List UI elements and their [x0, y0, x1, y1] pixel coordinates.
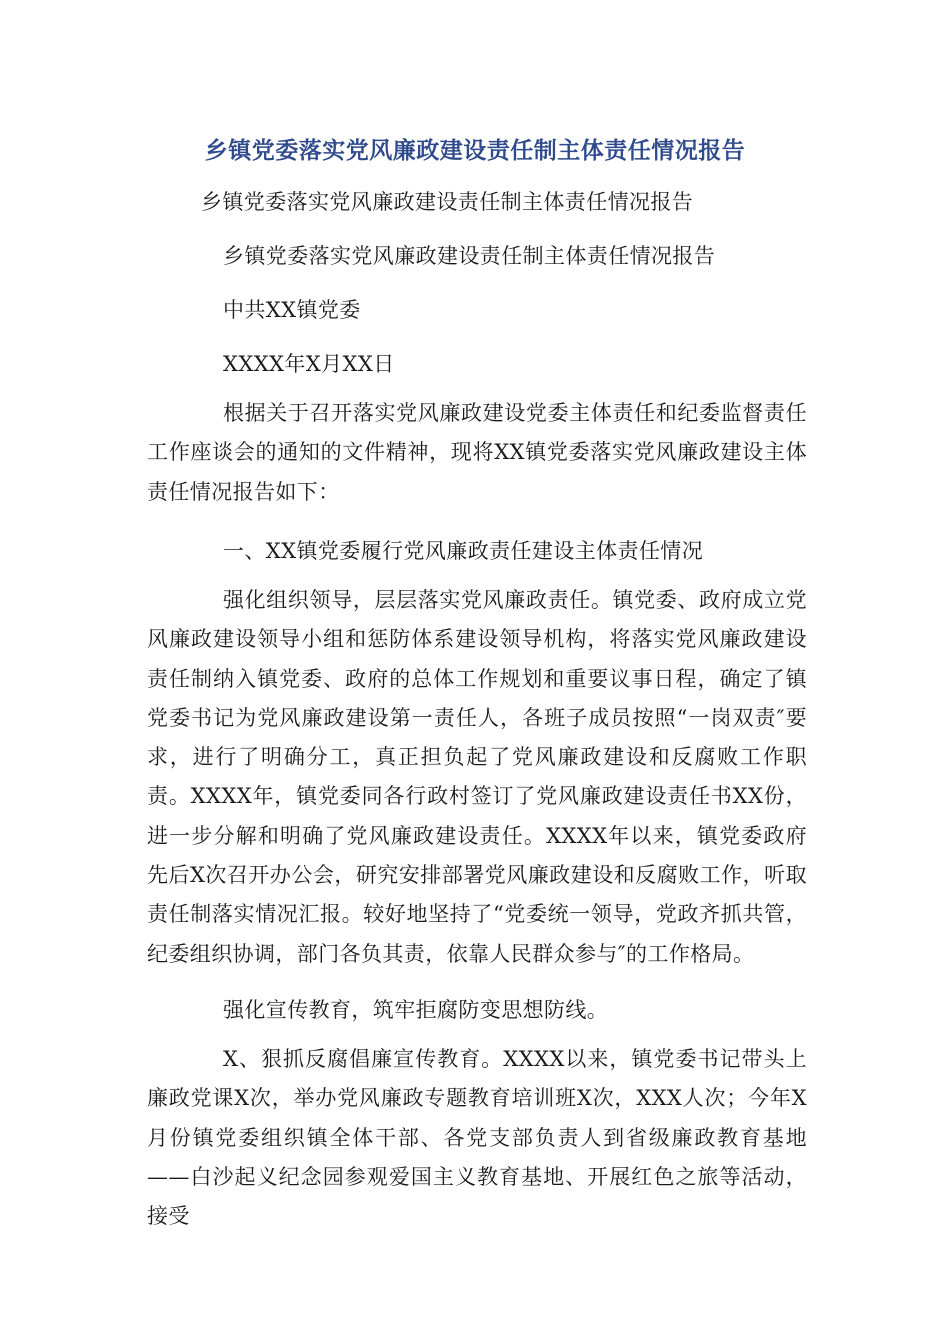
document-date: XXXX年X月XX日 — [223, 352, 395, 376]
intro-paragraph: 根据关于召开落实党风廉政建设党委主体责任和纪委监督责任工作座谈会的通知的文件精神，现将XX镇党委落实党风廉政建设主体责任情况报告如下： — [147, 401, 807, 504]
document-title: 乡镇党委落实党风廉政建设责任制主体责任情况报告 — [204, 138, 746, 164]
body-paragraph: 强化组织领导，层层落实党风廉政责任。镇党委、政府成立党风廉政建设领导小组和惩防体系建设领导机构，将落实党风廉政建设责任制纳入镇党委、政府的总体工作规划和重要议事日程，确定了镇党委书记为党风廉政建设第一责任人，各班子成员按照“一岗双责″要求，进行了明确分工，真正担负起了党风廉政建设和反腐败工作职责。XXXX年，镇党委同各行政村签订了党风廉政建设责任书XX份，进一步分解和明确了党风廉政建设责任。XXXX年以来，镇党委政府先后X次召开办公会，研究安排部署党风廉政建设和反腐败工作，听取责任制落实情况汇报。较好地坚持了“党委统一领导，党政齐抓共管，纪委组织协调，部门各负其责，依靠人民群众参与″的工作格局。 — [147, 588, 807, 966]
section-heading: 一、XX镇党委履行党风廉政责任建设主体责任情况 — [223, 539, 704, 563]
document-subtitle-repeat: 乡镇党委落实党风廉政建设责任制主体责任情况报告 — [223, 244, 716, 268]
body-paragraph-heading: 强化宣传教育，筑牢拒腐防变思想防线。 — [223, 998, 609, 1022]
document-subtitle: 乡镇党委落实党风廉政建设责任制主体责任情况报告 — [201, 190, 694, 214]
body-paragraph: X、狠抓反腐倡廉宣传教育。XXXX以来，镇党委书记带头上廉政党课X次，举办党风廉政专题教育培训班X次，XXX人次；今年X月份镇党委组织镇全体干部、各党支部负责人到省级廉政教育基地——白沙起义纪念园参观爱国主义教育基地、开展红色之旅等活动，接受 — [147, 1047, 807, 1229]
document-author: 中共XX镇党委 — [223, 298, 361, 322]
